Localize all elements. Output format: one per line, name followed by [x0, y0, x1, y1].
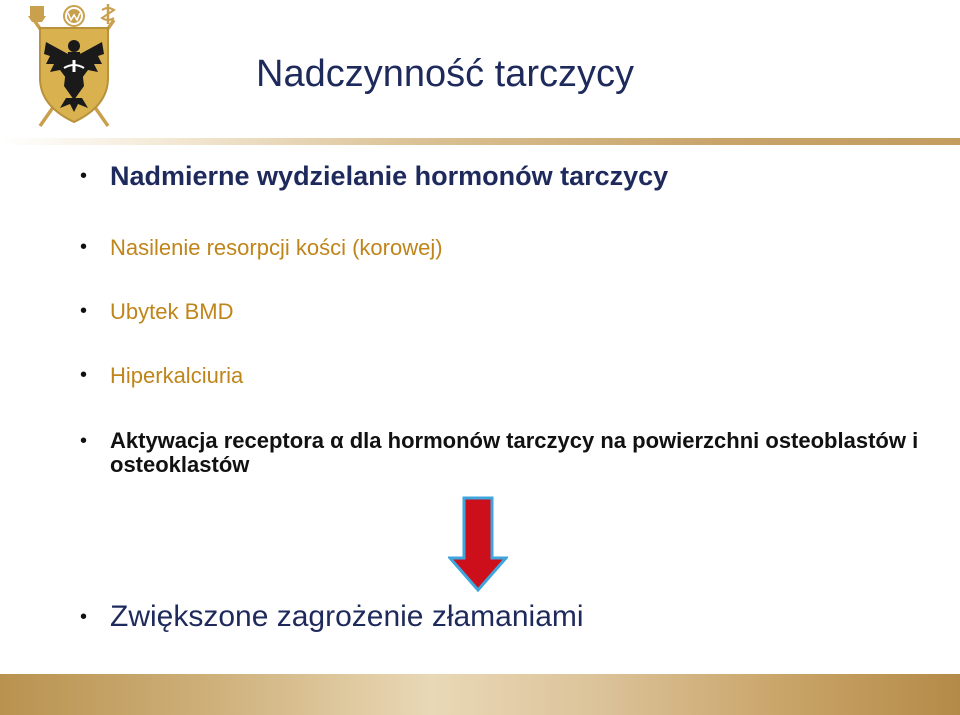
bullet-item	[80, 160, 668, 192]
slide-title: Nadczynność tarczycy	[256, 53, 635, 95]
bullet-marker: •	[80, 236, 88, 258]
bullet-marker: •	[80, 300, 88, 322]
bullet-item	[80, 363, 243, 389]
bullet-marker: •	[80, 165, 88, 187]
footer-band	[0, 674, 960, 715]
bullet-text: Ubytek BMD	[110, 299, 234, 324]
bullet-marker: •	[80, 364, 88, 386]
bullet-text: Zwiększone zagrożenie złamaniami	[110, 600, 584, 633]
bullet-item	[80, 599, 584, 635]
bullet-marker: •	[80, 430, 88, 452]
bullet-item	[80, 429, 950, 477]
bullet-marker: •	[80, 606, 88, 628]
bullet-item	[80, 235, 443, 261]
down-arrow-icon	[448, 496, 508, 592]
bullet-text: Nasilenie resorpcji kości (korowej)	[110, 235, 443, 260]
bullet-text: Nadmierne wydzielanie hormonów tarczycy	[110, 161, 669, 191]
bullet-text: Aktywacja receptora α dla hormonów tarczycy na powierzchni osteoblastów i osteoklastów	[110, 428, 919, 478]
bullet-item	[80, 299, 233, 325]
bullet-text: Hiperkalciuria	[110, 363, 244, 388]
